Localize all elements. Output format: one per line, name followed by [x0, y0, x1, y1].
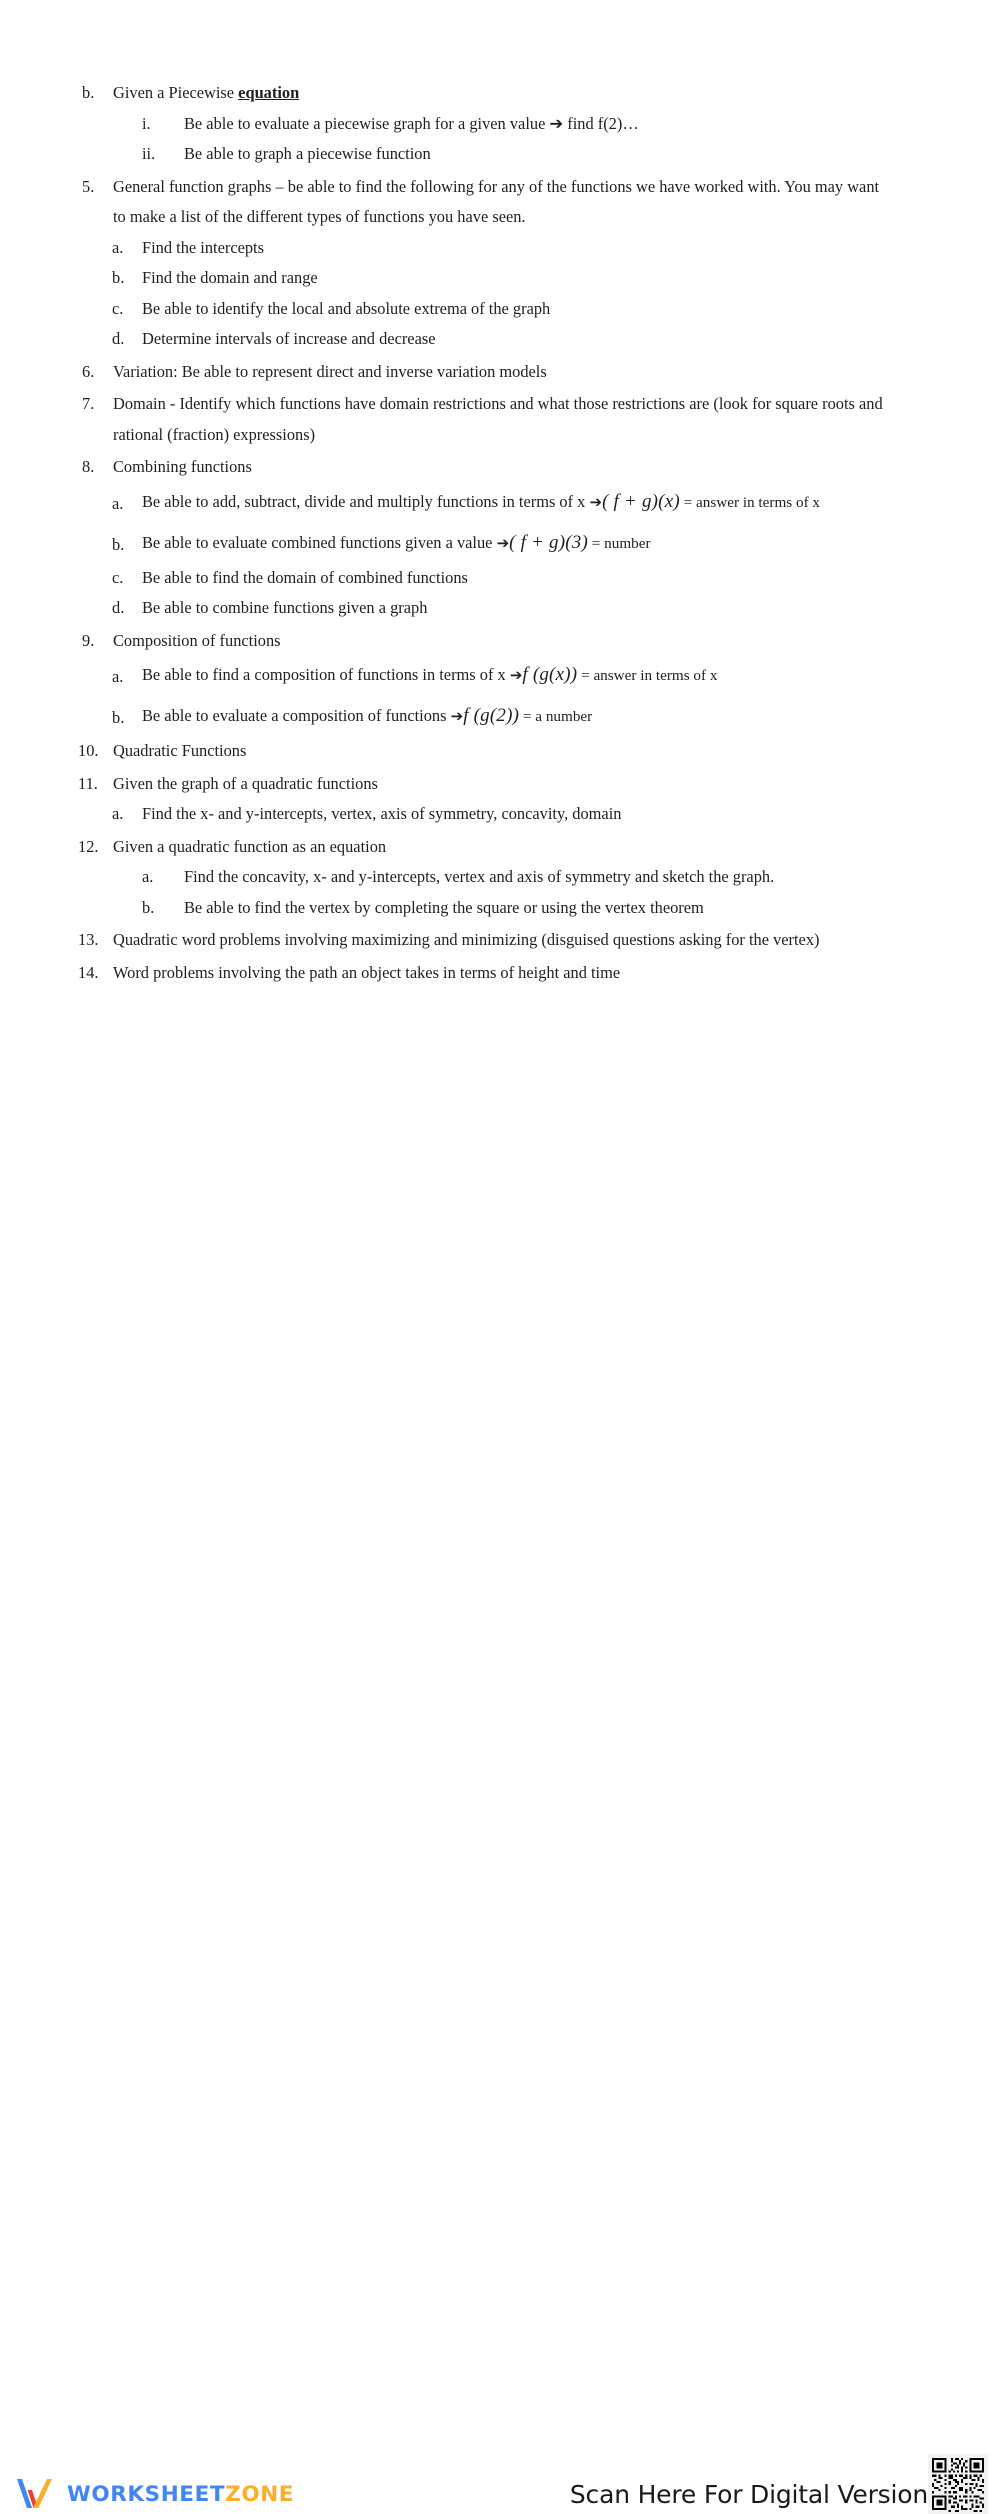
math-expression: ( f + g)(x)	[602, 490, 680, 512]
list-item-text: Be able to combine functions given a graph	[142, 598, 428, 617]
outline-list	[0, 78, 1000, 988]
list-marker: 10.	[78, 741, 99, 760]
math-expression: ( f + g)(3)	[509, 531, 588, 553]
list-item-12a	[0, 862, 1000, 893]
qr-code-image	[928, 2454, 988, 2514]
list-item-8a	[0, 485, 1000, 520]
list-item-13	[0, 925, 1000, 956]
list-item-text: Find the concavity, x- and y-intercepts, vertex and axis of symmetry and sketch the graph.	[184, 867, 775, 886]
list-item-text: Given a quadratic function as an equation	[113, 836, 387, 856]
math-expression: f (g(2))	[463, 705, 520, 726]
list-item-12b	[0, 893, 1000, 924]
qr-code[interactable]	[928, 2454, 988, 2514]
scan-here-text: Scan Here For Digital Version	[569, 2480, 928, 2509]
worksheet-zone-logo[interactable]	[14, 2476, 294, 2512]
list-item-text: Find the x- and y-intercepts, vertex, axis of symmetry, concavity, domain	[142, 804, 622, 823]
list-item-text: Find the domain and range	[142, 268, 318, 287]
text-run: = number	[588, 534, 651, 552]
logo-w-icon	[14, 2476, 58, 2512]
list-marker: i.	[142, 113, 151, 133]
list-marker: b.	[112, 708, 125, 727]
math-expression: f (g(x))	[522, 664, 578, 685]
list-item-5d	[0, 324, 1000, 355]
emphasis-equation: equation	[238, 83, 300, 102]
list-item-b-i-evaluate-piecewise	[0, 109, 1000, 140]
list-item-text	[142, 526, 888, 561]
logo-word-zone: ZONE	[225, 2481, 295, 2507]
list-marker: 6.	[82, 361, 95, 381]
list-item-text: Be able to graph a piecewise function	[184, 144, 431, 163]
list-marker: c.	[112, 298, 124, 318]
list-item-8d	[0, 593, 1000, 624]
list-item-7	[0, 389, 1000, 450]
list-item-5a	[0, 233, 1000, 264]
list-marker: a.	[112, 667, 124, 686]
list-item-text	[142, 658, 888, 693]
list-marker: b.	[82, 83, 95, 102]
list-item-8c	[0, 563, 1000, 594]
list-item-9b	[0, 699, 1000, 734]
list-item-text: Find the intercepts	[142, 237, 264, 257]
list-item-text: Quadratic word problems involving maximizing and minimizing (disguised questions asking for the vertex)	[113, 930, 820, 949]
list-item-12	[0, 832, 1000, 863]
list-item-5c	[0, 294, 1000, 325]
list-marker: 7.	[82, 394, 95, 413]
list-item-text: Be able to identify the local and absolute extrema of the graph	[142, 298, 551, 318]
list-marker: a.	[142, 867, 154, 886]
list-item-5b	[0, 263, 1000, 294]
list-item-text	[113, 78, 888, 109]
list-marker: b.	[112, 268, 125, 287]
page-footer	[0, 1222, 1000, 2509]
list-marker: 13.	[78, 930, 99, 949]
list-marker: 9.	[82, 630, 95, 650]
list-marker: d.	[112, 329, 125, 348]
list-item-text: Domain - Identify which functions have domain restrictions and what those restrictions are (look for square roots and rational (fraction) expressions)	[113, 394, 883, 444]
logo-wordmark	[67, 2482, 294, 2507]
list-item-text: General function graphs – be able to find the following for any of the functions we have worked with. You may want to make a list of the different types of functions you have seen.	[113, 176, 880, 226]
list-item-b-ii-graph-piecewise	[0, 139, 1000, 170]
list-marker: ii.	[142, 144, 156, 163]
list-item-text: Word problems involving the path an object takes in terms of height and time	[113, 962, 621, 982]
list-item-text: Be able to find the vertex by completing the square or using the vertex theorem	[184, 897, 704, 917]
list-marker: 8.	[82, 457, 95, 476]
list-item-14	[0, 958, 1000, 989]
list-item-text: Quadratic Functions	[113, 741, 247, 760]
text-run: Given a Piecewise	[113, 83, 239, 102]
list-marker: 11.	[78, 773, 98, 793]
text-run: = answer in terms of x	[577, 667, 718, 684]
arrow-icon: ➔	[496, 533, 510, 552]
list-marker: b.	[112, 534, 125, 554]
list-item-text: Determine intervals of increase and decrease	[142, 329, 436, 348]
list-item-6	[0, 357, 1000, 388]
list-item-text: Be able to find the domain of combined functions	[142, 567, 468, 587]
list-item-text	[142, 699, 888, 734]
list-item-8b	[0, 526, 1000, 561]
list-marker: a.	[112, 804, 124, 823]
list-item-8	[0, 452, 1000, 483]
list-item-text: Variation: Be able to represent direct and inverse variation models	[113, 361, 547, 381]
arrow-icon: ➔	[509, 666, 523, 684]
text-run: Be able to evaluate a composition of functions	[142, 706, 451, 725]
list-item-text: Be able to evaluate a piecewise graph for a given value ➔ find f(2)…	[184, 113, 639, 133]
list-marker: c.	[112, 567, 124, 587]
list-item-text	[142, 485, 888, 520]
list-item-11	[0, 769, 1000, 800]
list-marker: 14.	[78, 962, 99, 982]
list-item-b-piecewise-equation	[0, 78, 1000, 109]
list-marker: b.	[142, 897, 155, 917]
text-run: = a number	[519, 708, 593, 725]
list-item-text: Composition of functions	[113, 630, 281, 650]
list-item-9	[0, 626, 1000, 657]
list-marker: a.	[112, 493, 124, 513]
list-marker: 5.	[82, 176, 95, 196]
logo-word-worksheet: WORKSHEET	[67, 2481, 226, 2507]
list-item-9a	[0, 658, 1000, 693]
list-item-11a	[0, 799, 1000, 830]
list-marker: a.	[112, 237, 124, 257]
list-item-10	[0, 736, 1000, 767]
list-item-text: Combining functions	[113, 457, 252, 476]
arrow-icon: ➔	[450, 707, 464, 725]
list-item-5	[0, 172, 1000, 233]
list-marker: d.	[112, 598, 125, 617]
arrow-icon: ➔	[589, 492, 603, 511]
text-run: Be able to find a composition of functions in terms of x	[142, 665, 510, 684]
list-marker: 12.	[78, 836, 99, 856]
list-item-text: Given the graph of a quadratic functions	[113, 773, 378, 793]
text-run: = answer in terms of x	[679, 493, 821, 511]
text-run: Be able to evaluate combined functions given a value	[142, 532, 497, 552]
text-run: Be able to add, subtract, divide and multiply functions in terms of x	[142, 491, 590, 511]
